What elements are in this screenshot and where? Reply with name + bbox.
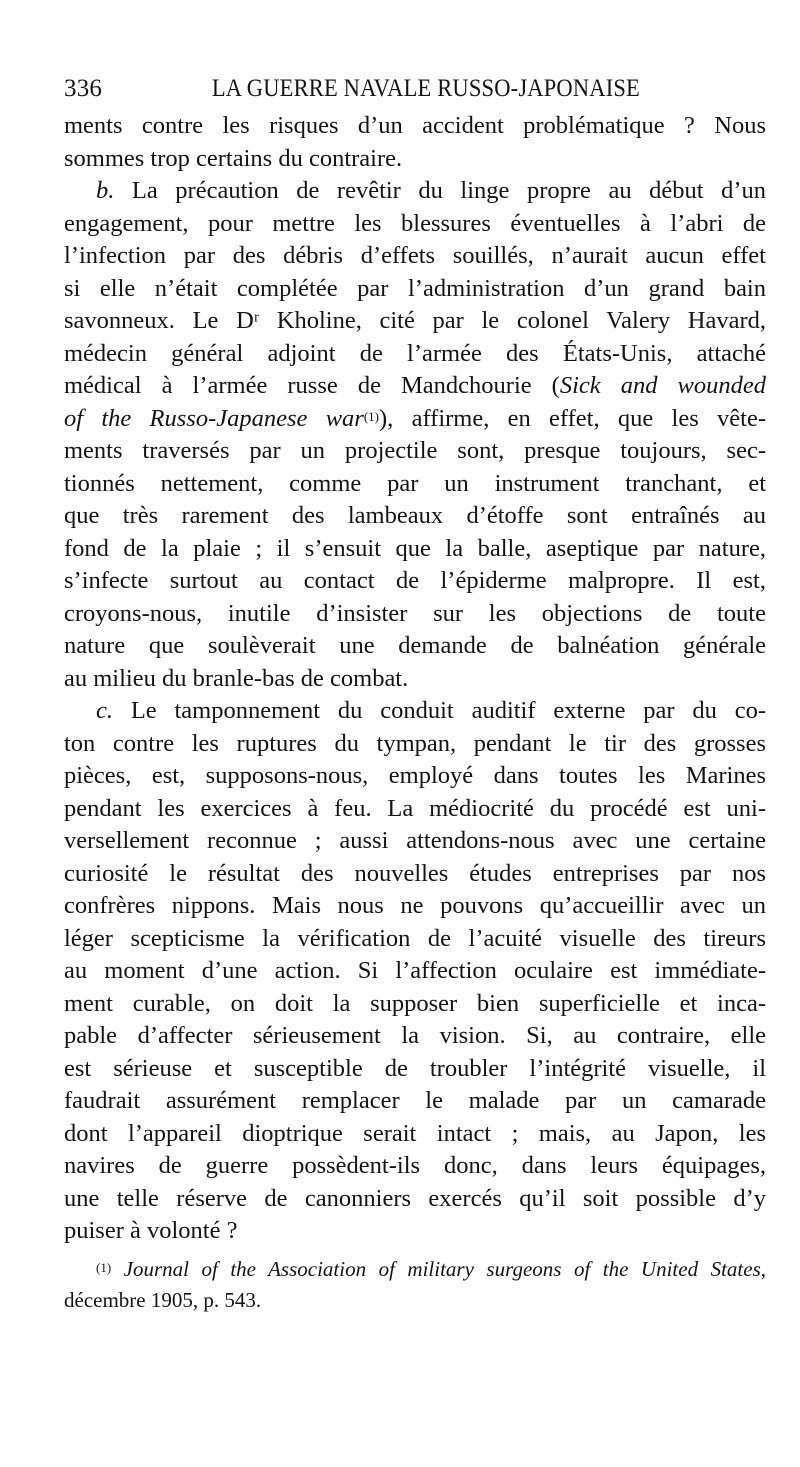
text-line: puiser à volonté ? xyxy=(64,1217,238,1244)
text-line: curiosité le résultat des nouvelles études entreprises par nos xyxy=(64,859,766,887)
text-line: dont l’appareil dioptrique serait intact ; mais, au Japon, les xyxy=(64,1119,766,1147)
text-line: si elle n’était complétée par l’administration d’un grand bain xyxy=(64,274,766,302)
text-line: nature que soulèverait une demande de balnéation générale xyxy=(64,632,766,659)
text-line: pable d’affecter sérieusement la vision. Si, au contraire, elle xyxy=(64,1022,766,1049)
paragraph-marker: c. xyxy=(96,697,113,724)
footnote-marker: (1) xyxy=(96,1259,112,1275)
footnote-citation: Journal of the Association of military surgeons of the United States xyxy=(123,1256,761,1281)
text-line: médical à l’armée russe de Mandchourie (Sick and wounded xyxy=(64,372,766,399)
running-header xyxy=(64,74,766,104)
text-line: confrères nippons. Mais nous ne pouvons qu’accueillir avec un xyxy=(64,892,766,919)
text-line: pendant les exercices à feu. La médiocrité du procédé est uni- xyxy=(64,794,766,822)
text-line: est sérieuse et susceptible de troubler l’intégrité visuelle, il xyxy=(64,1054,766,1082)
text-line: tionnés nettement, comme par un instrument tranchant, et xyxy=(64,469,766,497)
text-line: sommes trop certains du contraire. xyxy=(64,144,403,172)
text-line: faudrait assurément remplacer le malade par un camarade xyxy=(64,1087,766,1114)
italic-title: of the Russo-Japanese war xyxy=(64,404,364,432)
text-line: une telle réserve de canonniers exercés qu’il soit possible d’y xyxy=(64,1184,766,1212)
text-line: ment curable, on doit la supposer bien superficielle et inca- xyxy=(64,989,766,1017)
text-line: pièces, est, supposons-nous, employé dans toutes les Marines xyxy=(64,762,766,789)
text-line: ton contre les ruptures du tympan, pendant le tir des grosses xyxy=(64,729,766,757)
text-line: que très rarement des lambeaux d’étoffe sont entraînés au xyxy=(64,502,766,529)
text-line: fond de la plaie ; il s’ensuit que la balle, aseptique par nature, xyxy=(64,534,766,562)
text-line: engagement, pour mettre les blessures éventuelles à l’abri de xyxy=(64,209,766,237)
text-line: of the Russo-Japanese war$^{(1)}$), affirme, en effet, que les vête- xyxy=(64,404,766,432)
text-line: c. Le tamponnement du conduit auditif externe par du co- xyxy=(96,697,766,724)
page-number: 336 xyxy=(64,75,103,102)
italic-title: Sick and wounded xyxy=(559,372,766,399)
running-title: LA GUERRE NAVALE RUSSO-JAPONAISE xyxy=(211,75,641,102)
paragraph-marker: b. xyxy=(96,177,115,204)
footnote xyxy=(64,1254,766,1316)
text-line: versellement reconnue ; aussi attendons-nous avec une certaine xyxy=(64,827,766,854)
text-line: au moment d’une action. Si l’affection oculaire est immédiate- xyxy=(64,957,766,984)
body-text xyxy=(64,110,766,1248)
text-line: savonneux. Le Dʳ Kholine, cité par le colonel Valery Havard, xyxy=(64,307,766,334)
text-line: médecin général adjoint de l’armée des États-Unis, attaché xyxy=(64,339,766,367)
text-line: navires de guerre possèdent-ils donc, dans leurs équipages, xyxy=(64,1152,766,1179)
text-line: l’infection par des débris d’effets souillés, n’aurait aucun effet xyxy=(64,242,766,269)
text-line: léger scepticisme la vérification de l’acuité visuelle des tireurs xyxy=(64,924,766,952)
footnote-line: $^{(1)}$ Journal of the Association of military surgeons of the United States, xyxy=(96,1256,766,1281)
text-line: croyons-nous, inutile d’insister sur les objections de toute xyxy=(64,599,766,627)
footnote-line: décembre 1905, p. 543. xyxy=(64,1287,262,1312)
text-line: au milieu du branle-bas de combat. xyxy=(64,664,409,692)
text-line: b. La précaution de revêtir du linge propre au début d’un xyxy=(96,177,766,204)
text-line: ments traversés par un projectile sont, presque toujours, sec- xyxy=(64,437,766,464)
text-line: ments contre les risques d’un accident problématique ? Nous xyxy=(64,112,766,139)
footnote-ref: (1) xyxy=(363,408,379,424)
text-line: s’infecte surtout au contact de l’épiderme malpropre. Il est, xyxy=(64,567,766,594)
